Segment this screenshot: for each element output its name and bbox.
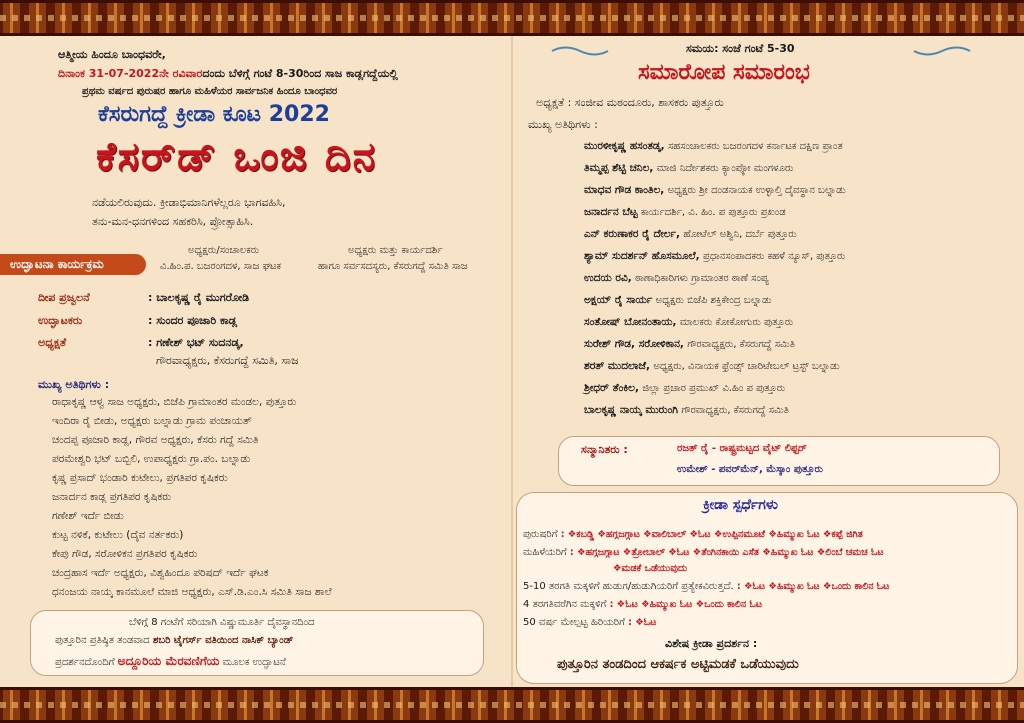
left-panel xyxy=(0,36,512,687)
inauguration-tag: ಉದ್ಘಾಟನಾ ಕಾರ್ಯಕ್ರಮ xyxy=(0,254,146,275)
guests-label: ಮುಖ್ಯ ಅತಿಥಿಗಳು : xyxy=(38,378,110,391)
list-item: ಜನಾರ್ದನ ಬೆಟ್ಟ ಕಾರ್ಯದರ್ಶಿ, ವಿ. ಹಿಂ. ಪ ಪುತ್ತೂರು ಪ್ರಖಂಡ xyxy=(584,206,786,218)
list-item: ಬಾಲಕೃಷ್ಣ ನಾಯ್ಕ ಮುರುಂಗಿ ಗೌರವಾಧ್ಯಕ್ಷರು, ಕೆಸರುಗದ್ದೆ ಸಮಿತಿ xyxy=(584,404,789,416)
list-item: ಚಂದ್ರಹಾಸ ಇರ್ದೆ ಅಧ್ಯಕ್ಷರು, ವಿಶ್ವಹಿಂದೂ ಪರಿಷದ್ ಇರ್ದೆ ಘಟಕ xyxy=(52,567,269,579)
special-text: ಪುತ್ತೂರಿನ ತಂಡದಿಂದ ಆಕರ್ಷಕ ಅಟ್ಟಿಮಡಕೆ ಒಡೆಯುವುದು xyxy=(557,657,799,672)
list-item: ಸುರೇಶ್ ಗೌಡ, ಸರೋಳಿಕಾನ, ಗೌರವಾಧ್ಯಕ್ಷರು, ಕೆಸರುಗದ್ದೆ ಸಮಿತಿ xyxy=(584,338,795,350)
list-item: ಅಕ್ಷಯ್ ರೈ ಸಾರ್ಯ ಅಧ್ಯಕ್ಷರು ಬಿಜೆಪಿ ಶಕ್ತಿಕೇಂದ್ರ ಬಲ್ನಾಡು xyxy=(584,294,772,306)
event-title: ಕೆಸರುಗದ್ದೆ ಕ್ರೀಡಾ ಕೂಟ 2022 xyxy=(98,102,330,127)
role-label: ಅಧ್ಯಕ್ಷತೆ xyxy=(38,336,67,349)
special-label: ವಿಶೇಷ ಕ್ರೀಡಾ ಪ್ರದರ್ಶನ : xyxy=(665,637,758,650)
list-item: ಶ್ರೀಧರ್ ತೆಂಕಿಲ, ಜಿಲ್ಲಾ ಪ್ರಚಾರ ಪ್ರಮುಖ್ ವಿ.ಹಿಂ ಪ ಪುತ್ತೂರು xyxy=(584,382,786,394)
sports-row: ಮಹಿಳೆಯರಿಗೆ : ❖ಹಗ್ಗಜಗ್ಗಾಟ ❖ತ್ರೋಬಾಲ್ ❖ಓಟ ❖ತೆಂಗಿನಕಾಯಿ ಎಸೆತ ❖ಹಿಮ್ಮುಖ ಓಟ ❖ಲಿಂಬೆ ಚಮಚ ಓಟ xyxy=(523,547,884,558)
list-item: ಜನಾರ್ದನ ಕಾಡ್ಲ ಪ್ರಗತಿಪರ ಕೃಷಿಕರು xyxy=(52,491,172,503)
closing-title: ಸಮಾರೋಪ ಸಮಾರಂಭ xyxy=(638,60,810,85)
swirl-left-icon xyxy=(550,44,610,58)
list-item: ಕೃಷ್ಣ ಪ್ರಸಾದ್ ಭಂಡಾರಿ ಕುಟೇಲು, ಪ್ರಗತಿಪರ ಕೃಷಿಕರು xyxy=(52,472,228,484)
sports-box xyxy=(516,492,1018,684)
right-panel xyxy=(512,36,1024,687)
list-item: ಕುಟ್ಟ ನಳಿಕೆ, ಕುಟೇಲು (ದೈವ ನರ್ತಕರು) xyxy=(52,529,184,541)
invite-line-2: ತನು-ಮನ-ಧನಗಳಿಂದ ಸಹಕರಿಸಿ, ಪ್ರೋತ್ಸಾಹಿಸಿ. xyxy=(92,215,254,228)
list-item: ಶರತ್ ಮುದಲಾಜೆ, ಅಧ್ಯಕ್ಷರು, ವಿನಾಯಕ ಫ್ರೆಂಡ್ಸ್ ಚಾರಿಟೇಬಲ್ ಟ್ರಸ್ಟ್ ಬಲ್ನಾಡು xyxy=(584,360,840,372)
list-item: ರಾಧಾಕೃಷ್ಣ ಆಳ್ವ ಸಾಜ ಅಧ್ಯಕ್ಷರು, ಬಿಜೆಪಿ ಗ್ರಾಮಾಂತರ ಮಂಡಲ, ಪುತ್ತೂರು xyxy=(52,396,297,408)
list-item: ಪರಮೇಶ್ವರಿ ಭಟ್ ಬಬ್ಬಿಲಿ, ಉಪಾಧ್ಯಕ್ಷರು ಗ್ರಾ.ಪಂ. ಬಲ್ನಾಡು xyxy=(52,453,251,465)
role-label: ದೀಪ ಪ್ರಜ್ವಲನೆ xyxy=(38,291,90,304)
organiser-2-sub: ಹಾಗೂ ಸರ್ವಸದಸ್ಯರು, ಕೆಸರುಗದ್ದೆ ಸಮಿತಿ ಸಾಜ xyxy=(318,261,468,272)
greeting: ಆತ್ಮೀಯ ಹಿಂದೂ ಬಾಂಧವರೇ, xyxy=(58,48,166,61)
invite-line-1: ನಡೆಯಲಿರುವುದು. ಕ್ರೀಡಾಭಿಮಾನಿಗಳೆಲ್ಲರೂ ಭಾಗವಹಿಸಿ, xyxy=(92,196,286,209)
closing-guests-label: ಮುಖ್ಯ ಅತಿಥಿಗಳು : xyxy=(528,118,598,131)
sports-title: ಕ್ರೀಡಾ ಸ್ಪರ್ಧೆಗಳು xyxy=(703,497,778,513)
list-item: ಧನಂಜಯ ನಾಯ್ಕ ಕಾನಮೂಲೆ ಮಾಜಿ ಅಧ್ಯಕ್ಷರು, ಎಸ್.ಡಿ.ಎಂ.ಸಿ ಸಮಿತಿ ಸಾಜ ಶಾಲೆ xyxy=(52,586,332,598)
role-value: : ಸುಂದರ ಪೂಜಾರಿ ಕಾಡ್ಲ xyxy=(148,314,238,327)
honour-2: ಉಮೇಶ್ - ಪವರ್‌ಮೆನ್, ಮೆಸ್ಕಾಂ ಪುತ್ತೂರು xyxy=(677,464,823,475)
honour-label: ಸನ್ಮಾನಿತರು : xyxy=(581,443,628,456)
procession-line-3: ಪ್ರದರ್ಶನದೊಂದಿಗೆ ಅದ್ದೂರಿಯ ಮೆರವಣಿಗೆಯ ಮೂಲಕ ಉದ್ಘಾಟನೆ xyxy=(55,654,286,668)
swirl-right-icon xyxy=(912,44,972,58)
list-item: ಸಂತೋಷ್ ಬೋನಂತಾಯ, ಮಾಲಕರು ಕೋಕೋಗುರು ಪುತ್ತೂರು xyxy=(584,316,794,328)
list-item: ತಿಮ್ಮಪ್ಪ ಶೆಟ್ಟಿ ಚನಿಲ, ಮಾಜಿ ನಿರ್ದೇಶಕರು ಕ್ಯಾಂಪ್ಕೋ ಮಂಗಳೂರು xyxy=(584,162,794,174)
date-prefix: ದಿನಾಂಕ 31-07-2022ನೇ ರವಿವಾರ xyxy=(58,67,203,80)
list-item: ಇಂದಿರಾ ರೈ ಬೀಡು, ಅಧ್ಯಕ್ಷರು ಬಲ್ನಾಡು ಗ್ರಾಮ ಪಂಚಾಯತ್ xyxy=(52,415,252,427)
list-item: ಎನ್ ಕರುಣಾಕರ ರೈ ದೇರ್ಲ, ಹೋಟೆಲ್ ಅಶ್ವಿನಿ, ದರ್ಬೆ ಪುತ್ತೂರು xyxy=(584,228,797,240)
closing-chair: ಅಧ್ಯಕ್ಷತೆ : ಸಂಜೀವ ಮಠಂದೂರು, ಶಾಸಕರು ಪುತ್ತೂರು xyxy=(536,96,724,109)
intro-line: ಪ್ರಥಮ ವರ್ಷದ ಪುರುಷರ ಹಾಗೂ ಮಹಿಳೆಯರ ಸಾರ್ವಜನಿಕ ಹಿಂದೂ ಬಾಂಧವರ xyxy=(82,86,338,97)
bottom-decorative-border xyxy=(0,687,1024,723)
big-title: ಕೆಸರ್‌ಡ್ ಒಂಜಿ ದಿನ xyxy=(96,134,377,180)
procession-line-2: ಪುತ್ತೂರಿನ ಪ್ರತಿಷ್ಠಿತ ತಂಡವಾದ ಶಬರಿ ಟೈಗರ್ಸ್ ವತಿಯಿಂದ ನಾಸಿಕ್ ಬ್ಯಾಂಡ್ xyxy=(55,635,294,646)
role-value: : ಬಾಲಕೃಷ್ಣ ರೈ ಮುಗರೋಡಿ xyxy=(148,291,250,304)
sports-row: ಪುರುಷರಿಗೆ : ❖ಕಬಡ್ಡಿ ❖ಹಗ್ಗಜಗ್ಗಾಟ ❖ವಾಲಿಬಾಲ್ ❖ಓಟ ❖ಉಪ್ಪಿನಮೂಟೆ ❖ಹಿಮ್ಮುಖ ಓಟ ❖ಕಪ್ಪೆ ಜಿಗಿತ xyxy=(523,529,863,540)
list-item: ಚಂದಪ್ಪ ಪೂಜಾರಿ ಕಾಡ್ಲ, ಗೌರವ ಅಧ್ಯಕ್ಷರು, ಕೆಸರು ಗದ್ದೆ ಸಮಿತಿ xyxy=(52,434,259,446)
date-line xyxy=(58,67,398,81)
list-item: ಕೇಪು ಗೌಡ, ಸರೋಳಿಕನ ಪ್ರಗತಿಪರ ಕೃಷಿಕರು xyxy=(52,548,198,560)
list-item: ಮಾಧವ ಗೌಡ ಕಾಂತಿಲ, ಅಧ್ಯಕ್ಷರು ಶ್ರೀ ದಂಡನಾಯಕ ಉಳ್ಳಾಲ್ತಿ ದೈವಸ್ಥಾನ ಬಲ್ನಾಡು xyxy=(584,184,846,196)
top-decorative-border xyxy=(0,0,1024,36)
role-extra: ಗೌರವಾಧ್ಯಕ್ಷರು, ಕೆಸರುಗದ್ದೆ ಸಮಿತಿ, ಸಾಜ xyxy=(156,354,299,367)
organiser-1-sub: ವಿ.ಹಿಂ.ಪ. ಬಜರಂಗದಳ, ಸಾಜ ಘಟಕ xyxy=(160,261,282,272)
list-item: ಗಣೇಶ್ ಇರ್ದೆ ಬೀಡು xyxy=(52,510,124,522)
list-item: ಶ್ಯಾಮ್ ಸುದರ್ಶನ್ ಹೊಸಮೂಲೆ, ಪ್ರಧಾನಸಂಪಾದಕರು ಕಹಳೆ ನ್ಯೂಸ್, ಪುತ್ತೂರು xyxy=(584,250,846,262)
honour-box xyxy=(558,436,1000,486)
procession-line-1: ಬೆಳಿಗ್ಗೆ 8 ಗಂಟೆಗೆ ಸರಿಯಾಗಿ ವಿಷ್ಣುಮೂರ್ತಿ ದೈವಸ್ಥಾನದಿಂದ xyxy=(129,617,315,628)
organiser-1-title: ಅಧ್ಯಕ್ಷರು/ಸಂಚಾಲಕರು xyxy=(188,245,260,256)
closing-time: ಸಮಯ: ಸಂಜೆ ಗಂಟೆ 5-30 xyxy=(686,42,795,55)
organiser-2-title: ಅಧ್ಯಕ್ಷರು ಮತ್ತು ಕಾರ್ಯದರ್ಶಿ xyxy=(348,245,443,256)
sports-row: 5-10 ತರಗತಿ ಮಕ್ಕಳಿಗೆ ಹುಡುಗ/ಹುಡುಗಿಯರಿಗೆ ಪ್ರತ್ಯೇಕವಿರುತ್ತದೆ. : ❖ಓಟ ❖ಹಿಮ್ಮುಖ ಓಟ ❖ಒಂದು ಕಾಲಿನ ಓಟ xyxy=(523,581,890,592)
list-item: ಮುರಳೀಕೃಷ್ಣ ಹಸಂತಡ್ಕ, ಸಹಸಂಚಾಲಕರು ಬಜರಂಗದಳ ಕರ್ನಾಟಕ ದಕ್ಷಿಣ ಪ್ರಾಂತ xyxy=(584,140,843,152)
date-rest: ದಂದು ಬೆಳಿಗ್ಗೆ ಗಂಟೆ 8-30ರಿಂದ ಸಾಜ ಕಾಡ್ಲಗದ್ದೆಯಲ್ಲಿ xyxy=(202,67,398,80)
role-label: ಉದ್ಘಾಟಕರು xyxy=(38,314,83,327)
list-item: ಉದಯ ರವಿ, ಠಾಣಾಧಿಕಾರಿಗಳು ಗ್ರಾಮಾಂತರ ಠಾಣೆ ಸಂಪ್ಯ xyxy=(584,272,769,284)
role-value: : ಗಣೇಶ್ ಭಟ್ ಸುದನಡ್ಕ, xyxy=(148,336,244,349)
honour-1: ರಜತ್ ರೈ - ರಾಷ್ಟ್ರಮಟ್ಟದ ವೈಟ್ ಲಿಫ್ಟರ್ xyxy=(677,443,807,454)
sports-row: 50 ವರ್ಷ ಮೇಲ್ಪಟ್ಟ ಹಿರಿಯರಿಗೆ : ❖ಓಟ xyxy=(523,617,657,628)
sports-row: 4 ತರಗತಿವರೆಗಿನ ಮಕ್ಕಳಿಗೆ : ❖ಓಟ ❖ಹಿಮ್ಮುಖ ಓಟ ❖ಒಂದು ಕಾಲಿನ ಓಟ xyxy=(523,599,763,610)
procession-box xyxy=(30,610,484,676)
sports-row: ❖ಮಡಕೆ ಒಡೆಯುವುದು xyxy=(613,563,688,574)
